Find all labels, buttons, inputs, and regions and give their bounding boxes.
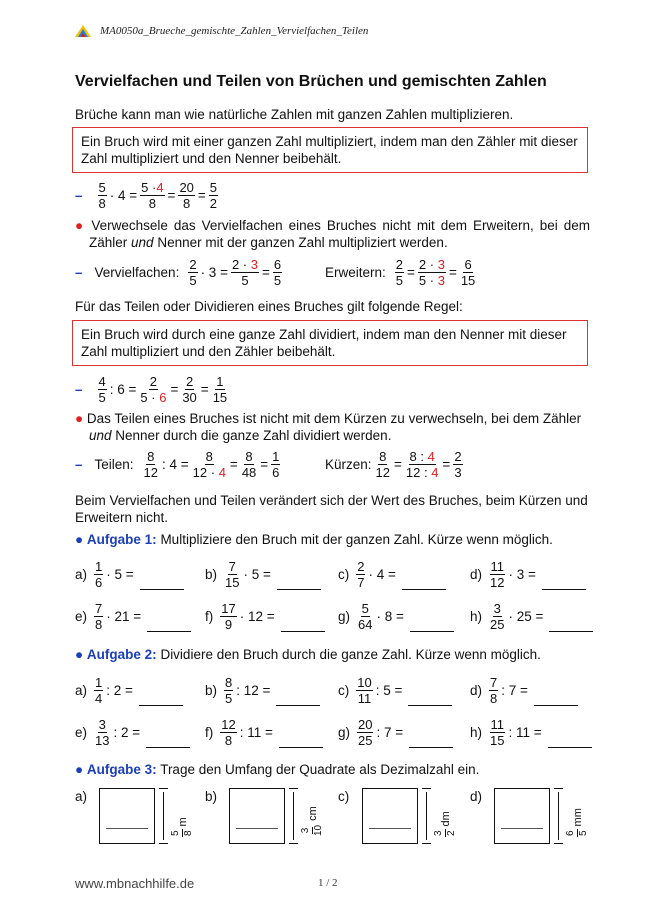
exercise-label: d) xyxy=(470,567,483,582)
fraction: $\frac{11}{12}$ xyxy=(490,559,505,590)
operator: · 5 = xyxy=(106,567,134,582)
answer-field[interactable] xyxy=(402,576,446,590)
exercise-label: g) xyxy=(338,609,351,624)
note-kuerzen: ● Das Teilen eines Bruches ist nicht mit dem Kürzen zu verwechseln, bei dem Zähler und Nenner durch die ganze Zahl dividiert werden. xyxy=(75,411,582,443)
fraction: $\frac{12}{8}$ xyxy=(221,717,236,748)
task3-heading: ● Aufgabe 3: Trage den Umfang der Quadrate als Dezimalzahl ein. xyxy=(75,762,480,777)
operator: : 12 = xyxy=(236,683,271,698)
exercise-item xyxy=(338,560,446,589)
rule-text: Ein Bruch wird mit einer ganzen Zahl multipliziert, indem man den Zähler mit dieser Zahl multipliziert und den Nenner beibehält. xyxy=(81,134,578,166)
answer-field[interactable] xyxy=(542,576,586,590)
operator: · 3 = xyxy=(508,567,536,582)
operator: : 11 = xyxy=(239,725,273,740)
exercise-label: b) xyxy=(205,567,218,582)
answer-field[interactable] xyxy=(548,734,592,748)
example-multiply xyxy=(75,181,219,210)
fraction: $\frac{1}{6}$ xyxy=(95,559,103,590)
exercise-label: c) xyxy=(338,789,350,804)
page-title: Vervielfachen und Teilen von Brüchen und gemischten Zahlen xyxy=(75,73,547,90)
fraction: $\frac{2}{7}$ xyxy=(357,559,365,590)
fraction: $\frac{1}{4}$ xyxy=(95,675,103,706)
task1-heading: ● Aufgabe 1: Multipliziere den Bruch mit der ganzen Zahl. Kürze wenn möglich. xyxy=(75,532,553,547)
exercise-label: b) xyxy=(205,789,218,804)
answer-field[interactable] xyxy=(139,692,183,706)
operator: : 2 = xyxy=(106,683,133,698)
operator: : 7 = xyxy=(376,725,404,740)
fraction: $\frac{20}{25}$ xyxy=(358,717,373,748)
exercise-label: b) xyxy=(205,683,218,698)
exercise-label: c) xyxy=(338,567,350,582)
operator: · 4 = xyxy=(109,188,138,203)
fraction: $\frac{7}{8}$ xyxy=(490,675,498,706)
exercise-item xyxy=(338,718,453,747)
answer-field[interactable] xyxy=(236,828,278,829)
operator: : 7 = xyxy=(501,683,528,698)
square-figure xyxy=(362,788,418,844)
label-vervielfachen: Vervielfachen: xyxy=(94,265,180,280)
bullet-icon: ● xyxy=(75,411,84,426)
fraction: $\frac{7}{8}$ xyxy=(95,601,103,632)
fraction: $\frac{7}{15}$ xyxy=(225,559,240,590)
answer-field[interactable] xyxy=(501,828,543,829)
exercise-label: h) xyxy=(470,725,483,740)
footer-site: www.mbnachhilfe.de xyxy=(75,876,195,891)
answer-field[interactable] xyxy=(408,692,452,706)
exercise-label: e) xyxy=(75,725,88,740)
fraction: $\frac{11}{15}$ xyxy=(490,717,505,748)
summary-text: Beim Vervielfachen und Teilen verändert sich der Wert des Bruches, beim Kürzen und Erweitern nicht. xyxy=(75,493,588,525)
exercise-item xyxy=(470,718,592,747)
intro-divide: Für das Teilen oder Dividieren eines Bruches gilt folgende Regel: xyxy=(75,299,463,314)
answer-field[interactable] xyxy=(369,828,411,829)
exercise-label: h) xyxy=(470,609,483,624)
exercise-item xyxy=(205,718,323,747)
example-vervielfachen: – Vervielfachen: $\frac{2}{5}$ · 3 = $\frac{2 \cdot 3}{5}$ = $\frac{6}{5}$ xyxy=(75,257,282,288)
side-length-label: 3 2 dm xyxy=(433,811,457,836)
side-length-label: 6 5 mm xyxy=(565,808,589,836)
operator: : 11 = xyxy=(508,725,542,740)
task2-heading: ● Aufgabe 2: Dividiere den Bruch durch die ganze Zahl. Kürze wenn möglich. xyxy=(75,647,541,662)
exercise-label: a) xyxy=(75,789,88,804)
answer-field[interactable] xyxy=(279,734,323,748)
dash-marker: – xyxy=(75,457,83,472)
answer-field[interactable] xyxy=(410,618,454,632)
fraction: $\frac{5}{64}$ xyxy=(358,601,373,632)
answer-field[interactable] xyxy=(409,734,453,748)
exercise-label: c) xyxy=(338,683,350,698)
fraction: $\frac{5}{2}$ xyxy=(209,180,218,211)
square-figure xyxy=(99,788,155,844)
label-erweitern: Erweitern: xyxy=(325,265,386,280)
exercise-item xyxy=(75,560,184,589)
exercise-item xyxy=(75,602,191,631)
fraction: $\frac{8}{5}$ xyxy=(225,675,233,706)
operator: · 8 = xyxy=(376,609,404,624)
footer-page: 1 / 2 xyxy=(318,877,338,889)
label-kuerzen: Kürzen: xyxy=(325,457,372,472)
exercise-label: e) xyxy=(75,609,88,624)
answer-field[interactable] xyxy=(147,618,191,632)
equals: = xyxy=(197,188,206,203)
rule-text: Ein Bruch wird durch eine ganze Zahl dividiert, indem man den Nenner mit dieser Zahl multipliziert und den Zähler beibehält. xyxy=(81,327,567,359)
exercise-item xyxy=(470,602,593,631)
fraction: $\frac{3}{13}$ xyxy=(95,717,110,748)
square-figure xyxy=(494,788,550,844)
bullet-icon: ● xyxy=(75,218,86,233)
exercise-label: a) xyxy=(75,683,88,698)
dimension-arrow xyxy=(159,788,169,844)
operator: · 25 = xyxy=(508,609,544,624)
document-header xyxy=(74,24,368,38)
exercise-item xyxy=(205,676,320,705)
rule-box-divide xyxy=(72,320,588,366)
answer-field[interactable] xyxy=(549,618,593,632)
logo-icon xyxy=(74,24,92,38)
dash-marker: – xyxy=(75,382,83,397)
example-teilen: – Teilen: $\frac{8}{12}$ : 4 = $\frac{8}{12 \cdot 4}$ = $\frac{8}{48}$ = $\frac{1}{6}$ xyxy=(75,449,280,480)
exercise-label: f) xyxy=(205,609,214,624)
intro-text: Brüche kann man wie natürliche Zahlen mit ganzen Zahlen multiplizieren. xyxy=(75,107,514,122)
example-erweitern: Erweitern: $\frac{2}{5}$ = $\frac{2 \cdot 3}{5 \cdot 3}$ = $\frac{6}{15}$ xyxy=(325,257,476,288)
operator: · 21 = xyxy=(106,609,142,624)
exercise-label: a) xyxy=(75,567,88,582)
operator: : 2 = xyxy=(113,725,141,740)
fraction: $\frac{10}{11}$ xyxy=(357,675,372,706)
exercise-item xyxy=(205,560,321,589)
operator: · 5 = xyxy=(243,567,271,582)
fraction: $\frac{17}{9}$ xyxy=(221,601,236,632)
exercise-label: f) xyxy=(205,725,214,740)
exercise-item xyxy=(338,602,454,631)
rule-box-multiply xyxy=(72,127,588,173)
operator: · 12 = xyxy=(239,609,275,624)
exercise-item xyxy=(205,602,325,631)
dimension-arrow xyxy=(554,788,564,844)
exercise-item xyxy=(470,676,578,705)
exercise-item xyxy=(338,676,452,705)
fraction: $\frac{20}{8}$ xyxy=(179,180,194,211)
equals: = xyxy=(167,188,176,203)
operator: : 5 = xyxy=(375,683,403,698)
answer-field[interactable] xyxy=(146,734,190,748)
dimension-arrow xyxy=(422,788,432,844)
exercise-item xyxy=(75,718,190,747)
exercise-label: d) xyxy=(470,789,483,804)
fraction: $\frac{5 \cdot 4}{8}$ xyxy=(141,180,164,211)
file-name: MA0050a_Brueche_gemischte_Zahlen_Vervielfachen_Teilen xyxy=(100,25,369,37)
answer-field[interactable] xyxy=(277,576,321,590)
answer-field[interactable] xyxy=(281,618,325,632)
answer-field[interactable] xyxy=(276,692,320,706)
answer-field[interactable] xyxy=(534,692,578,706)
example-kuerzen: Kürzen: $\frac{8}{12}$ = $\frac{8 : 4}{12 : 4}$ = $\frac{2}{3}$ xyxy=(325,449,462,480)
example-divide: – $\frac{4}{5}$ : 6 = $\frac{2}{5 \cdot 6}$ = $\frac{2}{30}$ = $\frac{1}{15}$ xyxy=(75,374,228,405)
exercise-item xyxy=(75,676,183,705)
side-length-label: 5 8 m xyxy=(170,817,194,836)
exercise-item xyxy=(470,560,586,589)
side-length-label: 3 10 cm xyxy=(300,806,324,836)
answer-field[interactable] xyxy=(106,828,148,829)
dimension-arrow xyxy=(289,788,299,844)
exercise-label: d) xyxy=(470,683,483,698)
label-teilen: Teilen: xyxy=(94,457,134,472)
fraction: $\frac{3}{25}$ xyxy=(490,601,505,632)
square-figure xyxy=(229,788,285,844)
operator: · 4 = xyxy=(368,567,396,582)
exercise-label: g) xyxy=(338,725,351,740)
dash-marker: – xyxy=(75,188,83,203)
note-extend: ● Verwechsele das Vervielfachen eines Bruches nicht mit dem Erweitern, bei dem Zähler und Nenner mit der ganzen Zahl multipliziert werden. xyxy=(75,218,590,250)
fraction: $\frac{5}{8}$ xyxy=(98,180,106,211)
answer-field[interactable] xyxy=(140,576,184,590)
dash-marker: – xyxy=(75,265,83,280)
